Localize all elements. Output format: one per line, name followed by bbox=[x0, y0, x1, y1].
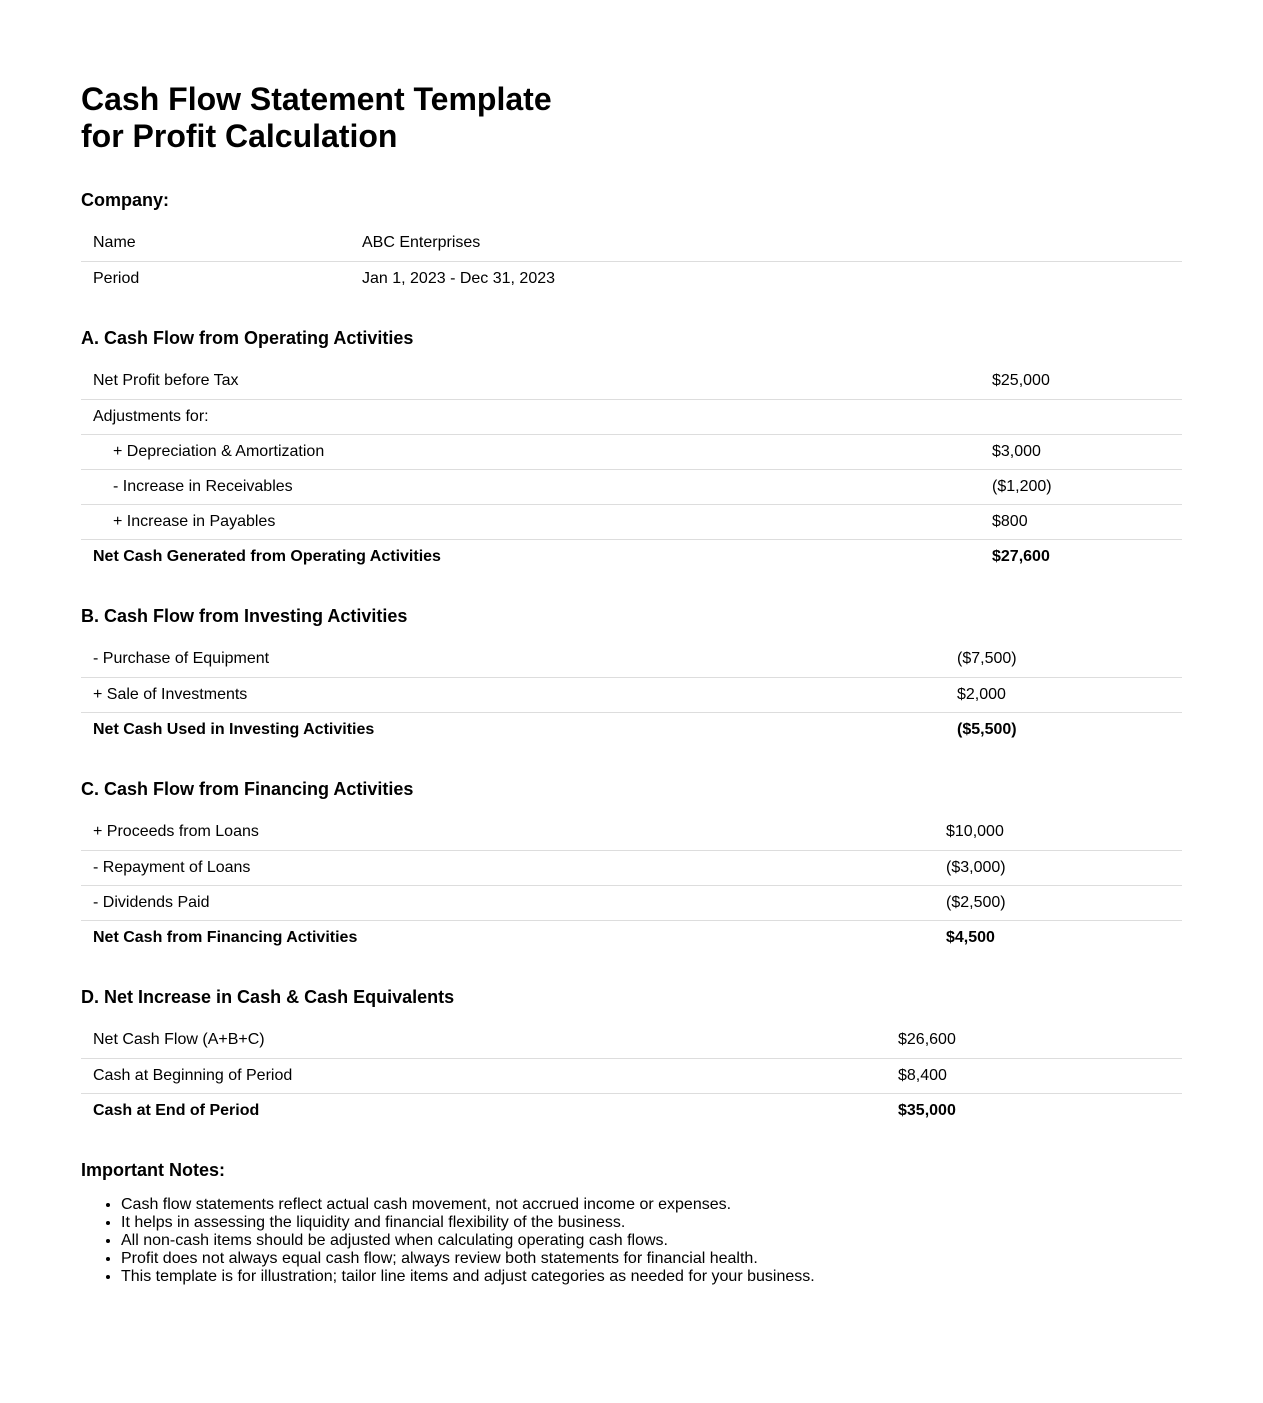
list-item: • Profit does not always equal cash flow; always review both statements for financial health. bbox=[121, 1250, 815, 1268]
table-row bbox=[81, 677, 1182, 712]
investing-table bbox=[81, 642, 1182, 747]
row-label: Net Cash Used in Investing Activities bbox=[81, 712, 945, 747]
row-value: ($3,000) bbox=[934, 850, 1182, 885]
table-row bbox=[81, 850, 1182, 885]
row-value: $2,000 bbox=[945, 677, 1182, 712]
row-label: - Dividends Paid bbox=[81, 885, 934, 920]
company-heading: Company: bbox=[81, 190, 170, 210]
notes-list bbox=[81, 1196, 815, 1286]
table-row bbox=[81, 226, 1182, 261]
net-increase-table bbox=[81, 1023, 1182, 1128]
table-row bbox=[81, 1023, 1182, 1058]
table-row bbox=[81, 504, 1182, 539]
row-label: + Proceeds from Loans bbox=[93, 823, 259, 841]
row-label: Cash at Beginning of Period bbox=[81, 1058, 886, 1093]
row-label: + Sale of Investments bbox=[81, 677, 945, 712]
row-label: Net Cash from Financing Activities bbox=[81, 920, 934, 955]
row-label: Net Cash Generated from Operating Activities bbox=[81, 539, 980, 574]
page-title: Cash Flow Statement Template for Profit Calculation bbox=[81, 81, 552, 154]
net-increase-heading: D. Net Increase in Cash & Cash Equivalents bbox=[81, 987, 455, 1007]
row-value: ($5,500) bbox=[945, 712, 1182, 747]
row-label: - Purchase of Equipment bbox=[93, 650, 270, 668]
row-value: ($7,500) bbox=[957, 650, 1017, 668]
row-value: Jan 1, 2023 - Dec 31, 2023 bbox=[350, 261, 1182, 296]
list-item: • This template is for illustration; tailor line items and adjust categories as needed for your business. bbox=[121, 1268, 815, 1286]
row-label: Period bbox=[81, 261, 350, 296]
company-table bbox=[81, 226, 1182, 296]
row-label: - Increase in Receivables bbox=[81, 469, 980, 504]
operating-heading: A. Cash Flow from Operating Activities bbox=[81, 328, 414, 348]
row-value: ($1,200) bbox=[980, 469, 1182, 504]
operating-table bbox=[81, 364, 1182, 574]
total-row bbox=[81, 920, 1182, 955]
notes-heading: Important Notes: bbox=[81, 1160, 225, 1180]
row-label: Cash at End of Period bbox=[81, 1093, 886, 1128]
table-row bbox=[81, 469, 1182, 504]
row-label: + Depreciation & Amortization bbox=[81, 434, 980, 469]
row-label: Net Profit before Tax bbox=[93, 372, 239, 390]
row-label: Adjustments for: bbox=[81, 399, 980, 434]
row-value: $4,500 bbox=[934, 920, 1182, 955]
total-row bbox=[81, 1093, 1182, 1128]
row-label: - Repayment of Loans bbox=[81, 850, 934, 885]
table-row bbox=[81, 399, 1182, 434]
row-value: $25,000 bbox=[992, 372, 1050, 390]
row-value: ABC Enterprises bbox=[362, 234, 481, 252]
row-label: Name bbox=[93, 234, 136, 252]
total-row bbox=[81, 539, 1182, 574]
investing-heading: B. Cash Flow from Investing Activities bbox=[81, 606, 408, 626]
table-row bbox=[81, 1058, 1182, 1093]
row-value bbox=[980, 399, 1182, 434]
table-row bbox=[81, 364, 1182, 399]
row-label: + Increase in Payables bbox=[81, 504, 980, 539]
list-item: • All non-cash items should be adjusted when calculating operating cash flows. bbox=[121, 1232, 815, 1250]
financing-heading: C. Cash Flow from Financing Activities bbox=[81, 779, 414, 799]
table-row bbox=[81, 885, 1182, 920]
table-row bbox=[81, 434, 1182, 469]
row-value: $3,000 bbox=[980, 434, 1182, 469]
row-label: Net Cash Flow (A+B+C) bbox=[93, 1031, 265, 1049]
table-row bbox=[81, 815, 1182, 850]
row-value: $26,600 bbox=[898, 1031, 956, 1049]
table-row bbox=[81, 642, 1182, 677]
row-value: $27,600 bbox=[980, 539, 1182, 574]
financing-table bbox=[81, 815, 1182, 955]
total-row bbox=[81, 712, 1182, 747]
row-value: $10,000 bbox=[946, 823, 1004, 841]
list-item: • Cash flow statements reflect actual cash movement, not accrued income or expenses. bbox=[121, 1196, 815, 1214]
row-value: $35,000 bbox=[886, 1093, 1182, 1128]
row-value: $8,400 bbox=[886, 1058, 1182, 1093]
row-value: ($2,500) bbox=[934, 885, 1182, 920]
table-row bbox=[81, 261, 1182, 296]
list-item: • It helps in assessing the liquidity and financial flexibility of the business. bbox=[121, 1214, 815, 1232]
row-value: $800 bbox=[980, 504, 1182, 539]
